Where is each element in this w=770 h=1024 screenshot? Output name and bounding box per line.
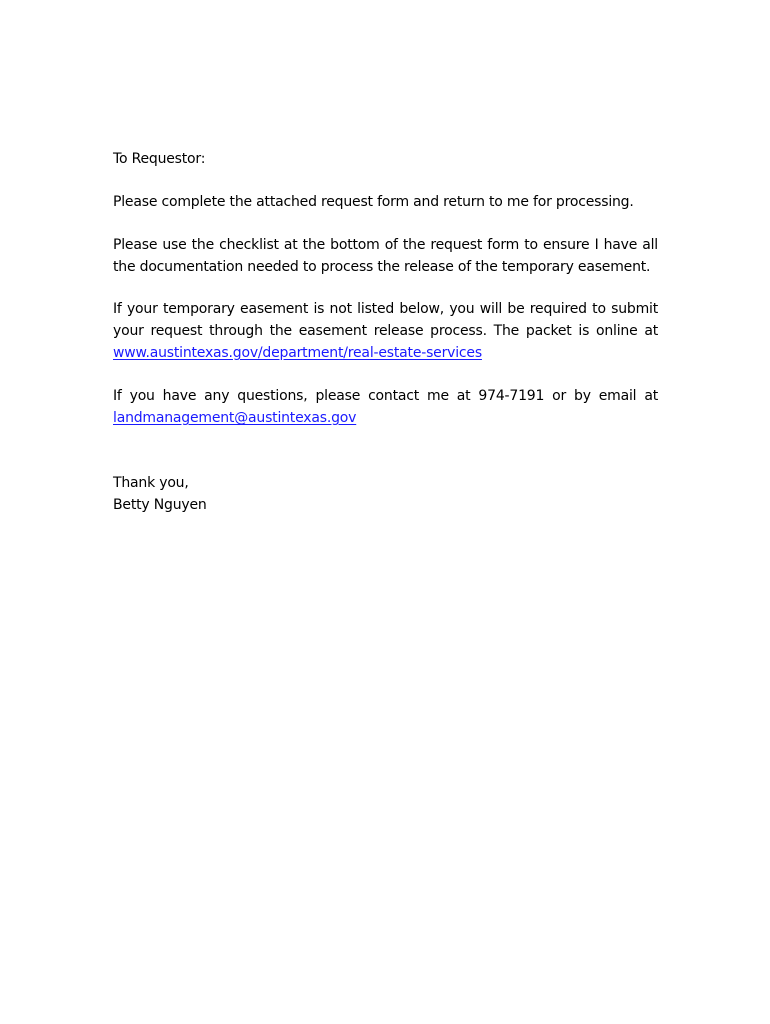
instruction-paragraph: Please complete the attached request form and return to me for processing. <box>113 194 634 210</box>
contact-paragraph-text: If you have any questions, please contact me at 974-7191 or by email at <box>113 388 658 404</box>
easement-paragraph-text: If your temporary easement is not listed below, you will be required to submit your request through the easement release process. The packet is online at <box>113 301 658 339</box>
email-link[interactable]: landmanagement@austintexas.gov <box>113 410 357 426</box>
real-estate-services-link[interactable]: www.austintexas.gov/department/real-estate-services <box>113 345 482 361</box>
contact-paragraph <box>113 385 658 429</box>
checklist-paragraph: Please use the checklist at the bottom of the request form to ensure I have all the documentation needed to process the release of the temporary easement. <box>113 237 658 275</box>
signature-name: Betty Nguyen <box>113 497 207 513</box>
easement-paragraph <box>113 298 658 364</box>
letter-body <box>113 148 658 516</box>
greeting: To Requestor: <box>113 151 206 167</box>
closing: Thank you, <box>113 475 189 491</box>
